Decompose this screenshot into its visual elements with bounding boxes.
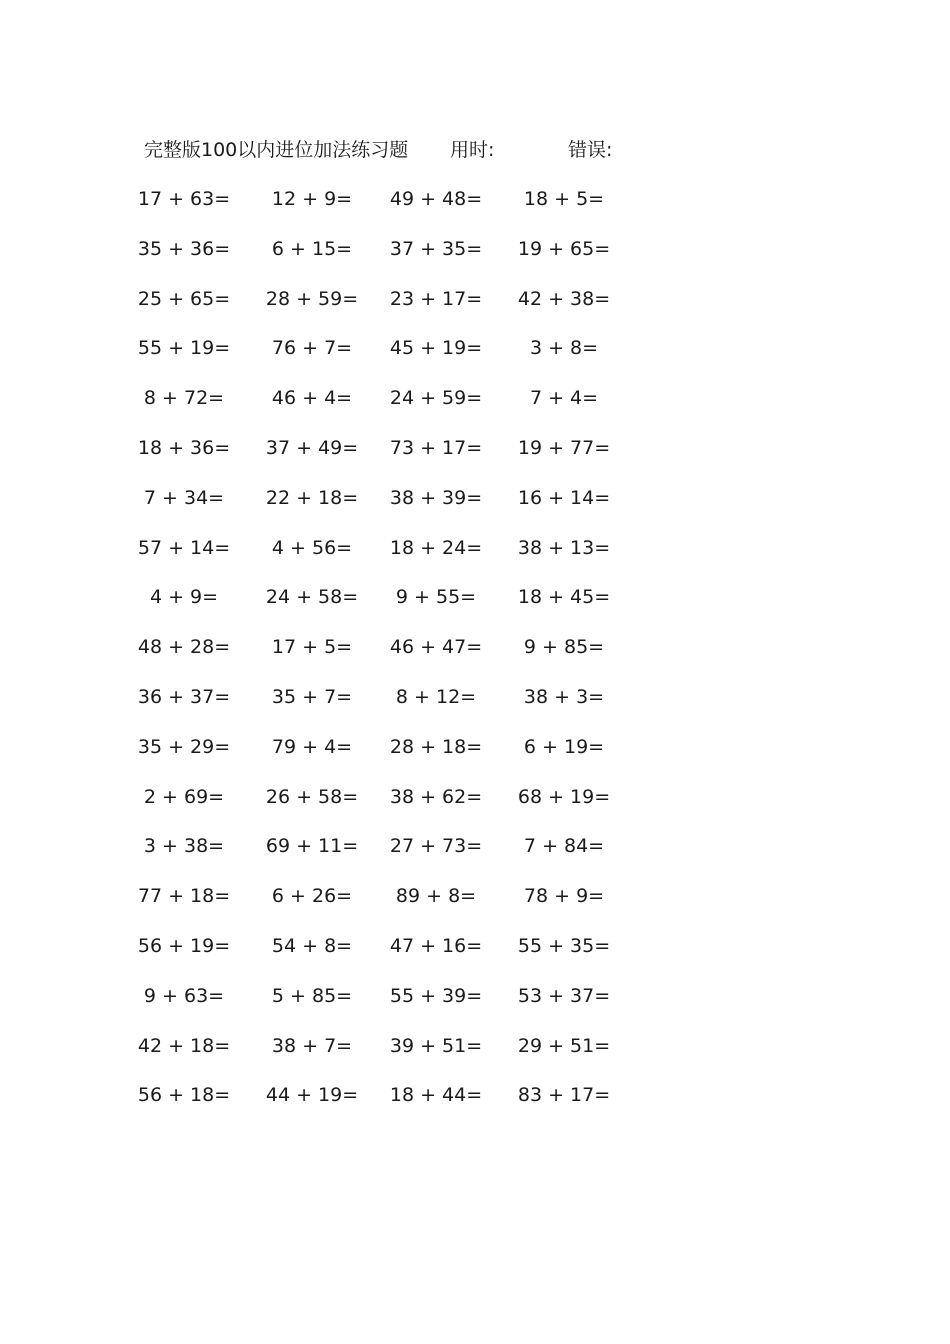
addition-problem: 35 + 29= bbox=[137, 735, 231, 758]
time-label: 用时: bbox=[450, 139, 495, 161]
addition-problem: 7 + 34= bbox=[143, 486, 225, 509]
addition-problem: 37 + 35= bbox=[389, 237, 483, 260]
addition-problem: 4 + 9= bbox=[149, 586, 219, 609]
addition-problem: 18 + 24= bbox=[389, 536, 483, 559]
addition-problem: 4 + 56= bbox=[271, 536, 353, 559]
addition-problem: 78 + 9= bbox=[523, 885, 605, 908]
addition-problem: 69 + 11= bbox=[265, 835, 359, 858]
addition-problem: 38 + 39= bbox=[389, 486, 483, 509]
problem-row bbox=[0, 784, 950, 834]
problem-row bbox=[0, 385, 950, 435]
addition-problem: 45 + 19= bbox=[389, 337, 483, 360]
addition-problem: 12 + 9= bbox=[271, 188, 353, 210]
addition-problem: 55 + 39= bbox=[389, 984, 483, 1007]
addition-problem: 55 + 35= bbox=[517, 934, 611, 957]
addition-problem: 68 + 19= bbox=[517, 785, 611, 808]
addition-problem: 22 + 18= bbox=[265, 486, 359, 509]
addition-problem: 16 + 14= bbox=[517, 486, 611, 509]
problem-row bbox=[0, 435, 950, 485]
addition-problem: 89 + 8= bbox=[395, 885, 477, 908]
addition-problem: 9 + 85= bbox=[523, 636, 605, 659]
addition-problem: 3 + 38= bbox=[143, 835, 225, 858]
addition-problem: 36 + 37= bbox=[137, 685, 231, 708]
problem-row bbox=[0, 883, 950, 933]
problem-row bbox=[0, 684, 950, 734]
problem-row bbox=[0, 584, 950, 634]
addition-problem: 7 + 4= bbox=[529, 387, 599, 410]
addition-problem: 8 + 12= bbox=[395, 685, 477, 708]
addition-problem: 5 + 85= bbox=[271, 984, 353, 1007]
problem-row bbox=[0, 286, 950, 336]
addition-problem: 54 + 8= bbox=[271, 934, 353, 957]
problem-row bbox=[0, 634, 950, 684]
problem-row bbox=[0, 236, 950, 286]
addition-problem: 55 + 19= bbox=[137, 337, 231, 360]
addition-problem: 44 + 19= bbox=[265, 1084, 359, 1107]
addition-problem: 6 + 19= bbox=[523, 735, 605, 758]
addition-problem: 9 + 55= bbox=[395, 586, 477, 609]
addition-problem: 27 + 73= bbox=[389, 835, 483, 858]
addition-problem: 18 + 45= bbox=[517, 586, 611, 609]
addition-problem: 39 + 51= bbox=[389, 1034, 483, 1057]
addition-problem: 83 + 17= bbox=[517, 1084, 611, 1107]
addition-problem: 18 + 5= bbox=[523, 188, 605, 210]
addition-problem: 38 + 7= bbox=[271, 1034, 353, 1057]
addition-problem: 56 + 19= bbox=[137, 934, 231, 957]
problem-row bbox=[0, 335, 950, 385]
problem-row bbox=[0, 1033, 950, 1083]
addition-problem: 46 + 4= bbox=[271, 387, 353, 410]
addition-problem: 17 + 5= bbox=[271, 636, 353, 659]
addition-problem: 29 + 51= bbox=[517, 1034, 611, 1057]
addition-problem: 37 + 49= bbox=[265, 436, 359, 459]
addition-problem: 73 + 17= bbox=[389, 436, 483, 459]
problem-row bbox=[0, 833, 950, 883]
addition-problem: 6 + 26= bbox=[271, 885, 353, 908]
addition-problem: 35 + 36= bbox=[137, 237, 231, 260]
addition-problem: 77 + 18= bbox=[137, 885, 231, 908]
addition-problem: 2 + 69= bbox=[143, 785, 225, 808]
problem-row bbox=[0, 485, 950, 535]
addition-problem: 26 + 58= bbox=[265, 785, 359, 808]
addition-problem: 28 + 59= bbox=[265, 287, 359, 310]
addition-problem: 38 + 62= bbox=[389, 785, 483, 808]
worksheet-title: 完整版100以内进位加法练习题 bbox=[144, 139, 409, 161]
problem-row bbox=[0, 535, 950, 585]
addition-problem: 57 + 14= bbox=[137, 536, 231, 559]
addition-problem: 24 + 58= bbox=[265, 586, 359, 609]
addition-problem: 42 + 38= bbox=[517, 287, 611, 310]
addition-problem: 23 + 17= bbox=[389, 287, 483, 310]
addition-problem: 76 + 7= bbox=[271, 337, 353, 360]
addition-problem: 56 + 18= bbox=[137, 1084, 231, 1107]
addition-problem: 35 + 7= bbox=[271, 685, 353, 708]
addition-problem: 17 + 63= bbox=[137, 188, 231, 210]
problem-row bbox=[0, 933, 950, 983]
problem-row bbox=[0, 983, 950, 1033]
addition-problem: 46 + 47= bbox=[389, 636, 483, 659]
addition-problem: 18 + 36= bbox=[137, 436, 231, 459]
problem-row bbox=[0, 186, 950, 236]
addition-problem: 19 + 77= bbox=[517, 436, 611, 459]
problem-grid bbox=[0, 186, 950, 1132]
addition-problem: 38 + 3= bbox=[523, 685, 605, 708]
addition-problem: 79 + 4= bbox=[271, 735, 353, 758]
addition-problem: 53 + 37= bbox=[517, 984, 611, 1007]
addition-problem: 25 + 65= bbox=[137, 287, 231, 310]
addition-problem: 24 + 59= bbox=[389, 387, 483, 410]
addition-problem: 49 + 48= bbox=[389, 188, 483, 210]
addition-problem: 9 + 63= bbox=[143, 984, 225, 1007]
addition-problem: 38 + 13= bbox=[517, 536, 611, 559]
addition-problem: 3 + 8= bbox=[529, 337, 599, 360]
addition-problem: 48 + 28= bbox=[137, 636, 231, 659]
addition-problem: 47 + 16= bbox=[389, 934, 483, 957]
problem-row bbox=[0, 1082, 950, 1132]
addition-problem: 19 + 65= bbox=[517, 237, 611, 260]
addition-problem: 7 + 84= bbox=[523, 835, 605, 858]
addition-problem: 8 + 72= bbox=[143, 387, 225, 410]
problem-row bbox=[0, 734, 950, 784]
addition-problem: 6 + 15= bbox=[271, 237, 353, 260]
addition-problem: 18 + 44= bbox=[389, 1084, 483, 1107]
addition-problem: 28 + 18= bbox=[389, 735, 483, 758]
errors-label: 错误: bbox=[568, 139, 613, 161]
addition-problem: 42 + 18= bbox=[137, 1034, 231, 1057]
